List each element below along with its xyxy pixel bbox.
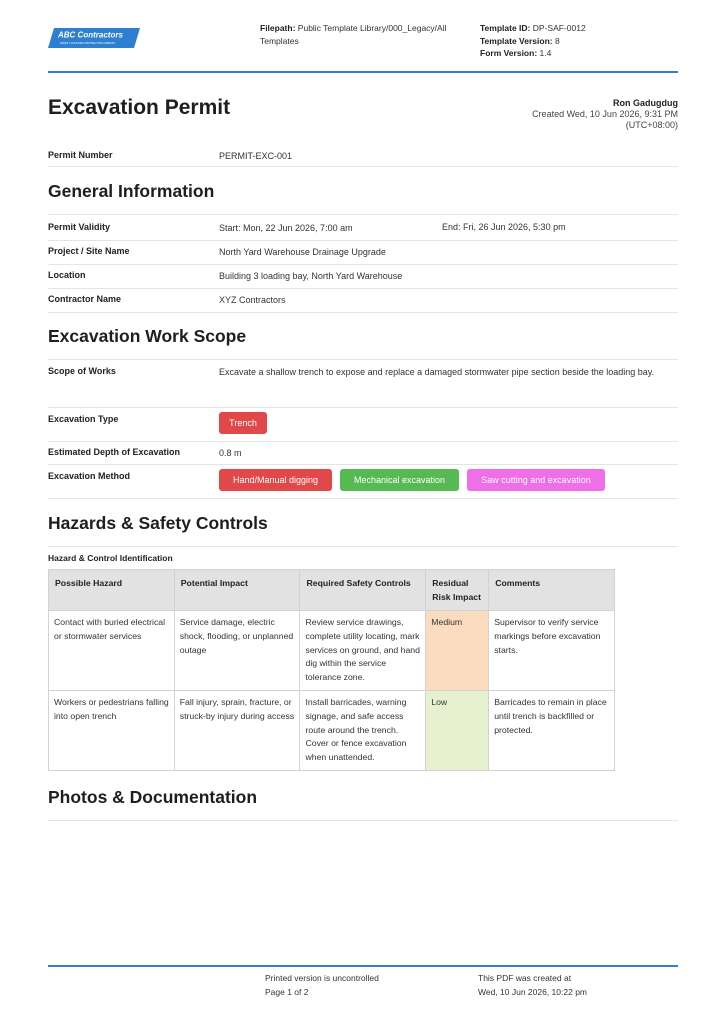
logo-tagline: SAFETY CULTURE CONTRACTOR COMPANY bbox=[60, 42, 116, 45]
form-version-value: 1.4 bbox=[539, 48, 552, 58]
pdf-created-value: Wed, 10 Jun 2026, 10:22 pm bbox=[478, 986, 588, 997]
creator-info bbox=[532, 98, 678, 131]
excavation-type-row bbox=[48, 414, 678, 442]
template-id-value: DP-SAF-0012 bbox=[532, 23, 586, 33]
hazard-cell: Workers or pedestrians falling into open trench bbox=[49, 691, 175, 771]
depth-value: 0.8 m bbox=[219, 448, 242, 458]
location-row bbox=[48, 270, 678, 289]
permit-validity-row bbox=[48, 222, 678, 241]
permit-number-value: PERMIT-EXC-001 bbox=[219, 151, 293, 161]
section-divider bbox=[48, 214, 678, 215]
general-information-heading: General Information bbox=[48, 181, 215, 201]
table-row bbox=[49, 611, 615, 691]
impact-cell: Fall injury, sprain, fracture, or struck-by injury during access bbox=[174, 691, 300, 771]
page-header bbox=[48, 20, 678, 72]
permit-validity-end: End: Fri, 26 Jun 2026, 5:30 pm bbox=[442, 222, 566, 232]
depth-row bbox=[48, 447, 678, 465]
comments-cell: Supervisor to verify service markings before excavation starts. bbox=[489, 611, 615, 691]
table-row bbox=[49, 691, 615, 771]
hazards-heading: Hazards & Safety Controls bbox=[48, 513, 268, 533]
column-header: Possible Hazard bbox=[49, 570, 175, 611]
filepath-meta bbox=[260, 22, 460, 47]
permit-number-row bbox=[48, 150, 678, 167]
footer-right bbox=[478, 972, 587, 999]
scope-of-works-value: Excavate a shallow trench to expose and replace a damaged stormwater pipe section beside the loading bay. bbox=[219, 367, 655, 377]
template-id-label: Template ID: bbox=[480, 23, 531, 33]
section-divider bbox=[48, 546, 678, 547]
column-header: Potential Impact bbox=[174, 570, 300, 611]
impact-cell: Service damage, electric shock, flooding, or unplanned outage bbox=[174, 611, 300, 691]
column-header: Required Safety Controls bbox=[300, 570, 426, 611]
project-label: Project / Site Name bbox=[48, 246, 130, 256]
risk-cell: Medium bbox=[426, 611, 489, 691]
created-date: Created Wed, 10 Jun 2026, 9:31 PM bbox=[532, 109, 678, 119]
company-logo bbox=[48, 28, 140, 48]
location-label: Location bbox=[48, 270, 86, 280]
template-meta bbox=[480, 22, 680, 60]
method-tag-hand-digging: Hand/Manual digging bbox=[219, 469, 332, 491]
excavation-type-label: Excavation Type bbox=[48, 414, 119, 424]
comments-cell: Barricades to remain in place until trench is backfilled or protected. bbox=[489, 691, 615, 771]
excavation-method-label: Excavation Method bbox=[48, 471, 131, 481]
controls-cell: Install barricades, warning signage, and safe access route around the trench. Cover or fence excavation when unattended. bbox=[300, 691, 426, 771]
controls-cell: Review service drawings, complete utility locating, mark services on ground, and hand dig within the service tolerance zone. bbox=[300, 611, 426, 691]
page-number: Page 1 of 2 bbox=[265, 986, 309, 997]
depth-label: Estimated Depth of Excavation bbox=[48, 447, 181, 457]
column-header: Comments bbox=[489, 570, 615, 611]
created-timezone: (UTC+08:00) bbox=[625, 120, 678, 130]
creator-name: Ron Gadugdug bbox=[613, 98, 678, 108]
table-header-row bbox=[49, 570, 615, 611]
page-title: Excavation Permit bbox=[48, 96, 231, 119]
location-value: Building 3 loading bay, North Yard Warehouse bbox=[219, 271, 403, 281]
work-scope-heading: Excavation Work Scope bbox=[48, 326, 247, 346]
column-header: Residual Risk Impact bbox=[426, 570, 489, 611]
header-divider bbox=[48, 71, 678, 73]
hazard-table bbox=[48, 569, 615, 771]
uncontrolled-notice: Printed version is uncontrolled bbox=[265, 973, 379, 983]
excavation-type-tag: Trench bbox=[219, 412, 267, 434]
excavation-method-row bbox=[48, 471, 678, 499]
permit-validity-start: Start: Mon, 22 Jun 2026, 7:00 am bbox=[219, 223, 353, 233]
pdf-created-label: This PDF was created at bbox=[478, 973, 572, 983]
method-tag-mechanical: Mechanical excavation bbox=[340, 469, 459, 491]
filepath-label: Filepath: bbox=[260, 23, 296, 33]
photos-heading: Photos & Documentation bbox=[48, 787, 258, 807]
contractor-row bbox=[48, 294, 678, 313]
template-version-label: Template Version: bbox=[480, 35, 553, 46]
method-tag-saw-cutting: Saw cutting and excavation bbox=[467, 469, 605, 491]
footer-divider bbox=[48, 965, 678, 967]
template-version-value: 8 bbox=[554, 35, 560, 46]
permit-validity-label: Permit Validity bbox=[48, 222, 111, 232]
risk-cell: Low bbox=[426, 691, 489, 771]
section-divider bbox=[48, 359, 678, 360]
hazard-table-title: Hazard & Control Identification bbox=[48, 553, 173, 563]
contractor-value: XYZ Contractors bbox=[219, 295, 286, 305]
filepath-value: Public Template Library/000_Legacy/All Templates bbox=[260, 23, 447, 46]
project-row bbox=[48, 246, 678, 265]
logo-text: ABC Contractors bbox=[58, 30, 123, 40]
scope-of-works-row bbox=[48, 366, 678, 408]
hazard-cell: Contact with buried electrical or stormwater services bbox=[49, 611, 175, 691]
form-version-label: Form Version: bbox=[480, 48, 538, 58]
section-divider bbox=[48, 820, 678, 821]
contractor-label: Contractor Name bbox=[48, 294, 122, 304]
permit-number-label: Permit Number bbox=[48, 150, 113, 160]
project-value: North Yard Warehouse Drainage Upgrade bbox=[219, 247, 386, 257]
scope-of-works-label: Scope of Works bbox=[48, 366, 116, 376]
footer-left bbox=[265, 972, 379, 999]
